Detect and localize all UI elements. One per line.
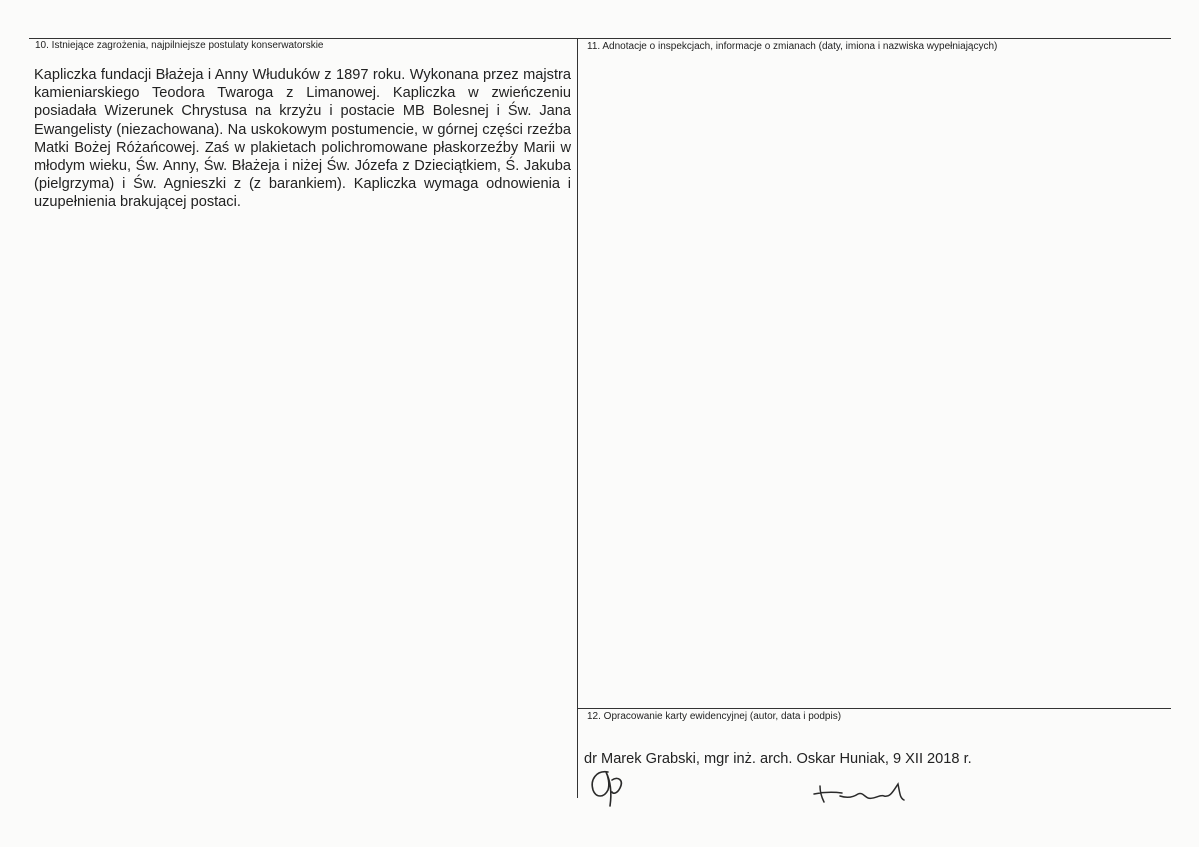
column-divider xyxy=(577,38,578,798)
section11-label: 11. Adnotacje o inspekcjach, informacje o zmianach (daty, imiona i nazwiska wypełniających) xyxy=(587,41,998,52)
signature-grabski xyxy=(586,764,632,810)
section12-label: 12. Opracowanie karty ewidencyjnej (autor, data i podpis) xyxy=(587,711,842,722)
section12-rule xyxy=(577,708,1171,709)
signature-huniak xyxy=(810,776,910,806)
section10-label: 10. Istniejące zagrożenia, najpilniejsze postulaty konserwatorskie xyxy=(35,40,324,51)
top-rule xyxy=(29,38,1171,39)
section10-text: Kapliczka fundacji Błażeja i Anny Włuduków z 1897 roku. Wykonana przez majstra kamieniarskiego Teodora Twaroga z Limanowej. Kapliczka w zwieńczeniu posiadała Wizerunek Chrystusa na krzyżu i postacie MB Bolesnej i Św. Jana Ewangelisty (niezachowana). Na uskokowym postumencie, w górnej części rzeźba Matki Bożej Różańcowej. Zaś w plakietach polichromowane płaskorzeźby Marii w młodym wieku, Św. Anny, Św. Błażeja i niżej Św. Józefa z Dzieciątkiem, Ś. Jakuba (pielgrzyma) i Św. Agnieszki z (z barankiem). Kapliczka wymaga odnowienia i uzupełnienia brakującej postaci. xyxy=(34,67,571,211)
section12-authors: dr Marek Grabski, mgr inż. arch. Oskar Huniak, 9 XII 2018 r. xyxy=(584,751,972,767)
